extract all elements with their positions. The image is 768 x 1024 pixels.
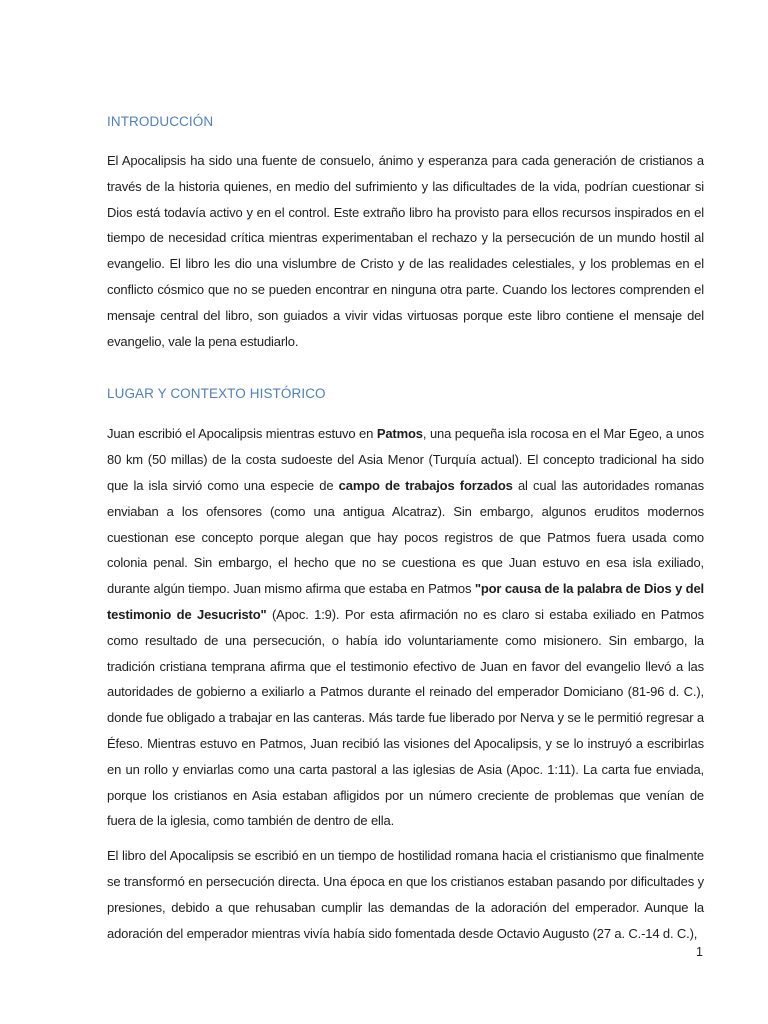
page-content — [107, 114, 704, 946]
context-paragraph-1 — [107, 421, 704, 834]
bold-run-patmos: Patmos — [376, 426, 423, 442]
text-run: (Apoc. 1:9). Por esta afirmación no es claro si estaba exiliado en Patmos como resultado de una persecución, o había ido voluntariamente como misionero. Sin embargo, la tradición cristiana temprana afirma que el testimonio efectivo de Juan en favor del evangelio llevó a las autoridades de gobierno a exiliarlo a Patmos durante el reinado del emperador Domiciano (81-96 d. C.), donde fue obligado a trabajar en las canteras. Más tarde fue liberado por Nerva y se le permitió regresar a Éfeso. Mientras estuvo en Patmos, Juan recibió las visiones del Apocalipsis, y se lo instruyó a escribirlas en un rollo y enviarlas como una carta pastoral a las iglesias de Asia (Apoc. 1:11). La carta fue enviada, porque los cristianos en Asia estaban afligidos por un número creciente de problemas que venían de fuera de la iglesia, como también de dentro de ella. — [107, 606, 704, 829]
context-paragraph-2: El libro del Apocalipsis se escribió en un tiempo de hostilidad romana hacia el cristianismo que finalmente se transformó en persecución directa. Una época en que los cristianos estaban pasando por dificultades y presiones, debido a que rehusaban cumplir las demandas de la adoración del emperador. Aunque la adoración del emperador mientras vivía había sido fomentada desde Octavio Augusto (27 a. C.-14 d. C.), — [107, 848, 704, 941]
bold-run-quote: "por causa de la palabra de Dios y del testimonio de Jesucristo" — [107, 581, 704, 622]
intro-paragraph: El Apocalipsis ha sido una fuente de consuelo, ánimo y esperanza para cada generación de cristianos a través de la historia quienes, en medio del sufrimiento y las dificultades de la vida, podrían cuestionar si Dios está todavía activo y en el control. Este extraño libro ha provisto para ellos recursos inspirados en el tiempo de necesidad crítica mientras experimentaban el rechazo y la persecución de un mundo hostil al evangelio. El libro les dio una vislumbre de Cristo y de las realidades celestiales, y los problemas en el conflicto cósmico que no se pueden encontrar en ninguna otra parte. Cuando los lectores comprenden el mensaje central del libro, son guiados a vivir vidas virtuosas porque este libro contiene el mensaje del evangelio, vale la pena estudiarlo. — [107, 153, 704, 349]
text-run: al cual las autoridades romanas enviaban a los ofensores (como una antigua Alcatraz). Sin embargo, algunos eruditos modernos cuestionan ese concepto porque alegan que hay pocos registros de que Patmos fuera usada como colonia penal. Sin embargo, el hecho que no se cuestiona es que Juan estuvo en esa isla exiliado, durante algún tiempo. Juan mismo afirma que estaba en Patmos — [107, 477, 704, 597]
bold-run-campo: campo de trabajos forzados — [338, 477, 513, 493]
text-run: Juan escribió el Apocalipsis mientras estuvo en — [107, 426, 377, 442]
page-number: 1 — [696, 945, 703, 959]
text-run: , una pequeña isla rocosa en el Mar Egeo, a unos 80 km (50 millas) de la costa sudoeste del Asia Menor (Turquía actual). El concepto tradicional ha sido que la isla sirvió como una especie de — [107, 426, 704, 493]
section-heading-lugar-contexto: LUGAR Y CONTEXTO HISTÓRICO — [107, 386, 326, 402]
section-heading-introduccion: INTRODUCCIÓN — [107, 114, 214, 129]
